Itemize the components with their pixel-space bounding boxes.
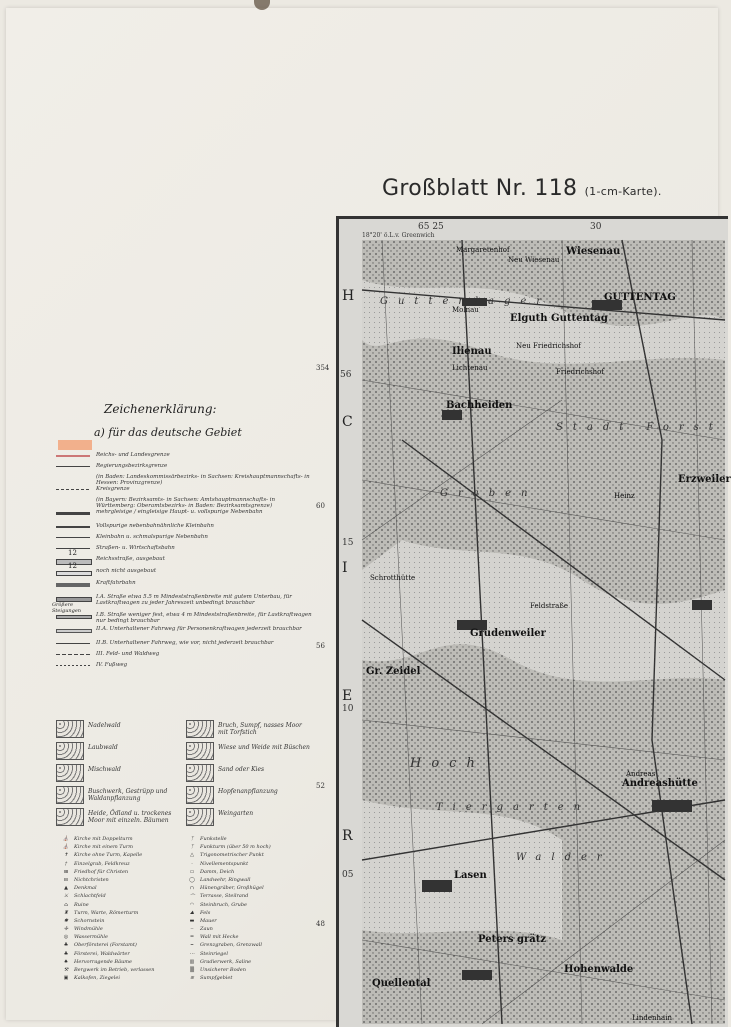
legend-symbol-row: [60, 942, 320, 950]
map-symbol-icon: ◎: [63, 934, 69, 941]
map-symbol-icon: ⚔: [63, 893, 69, 900]
symbol-label: Försterei, Waldwärter: [74, 950, 130, 957]
symbol-label: Wall mit Hecke: [200, 934, 239, 941]
area-label: Graben: [440, 488, 538, 499]
legend-row: Kleinbahn u. schmalspurige Nebenbahn: [56, 534, 312, 545]
sheet-border-letter: C: [342, 414, 353, 430]
legend-symbol-row: [60, 975, 320, 983]
symbol-label: Sumpfgebiet: [200, 975, 233, 982]
map-symbol-icon: ⌒: [189, 894, 195, 901]
sheet-border-letter: H: [342, 288, 355, 304]
grid-greenwich-label: 18°20' ö.L.v. Greenwich: [362, 232, 435, 239]
symbol-label: Kalkofen, Ziegelei: [74, 975, 120, 982]
title-subtitle: (1-cm-Karte).: [584, 185, 662, 198]
legend-row: Kreisgrenze: [56, 486, 312, 497]
map-symbol-icon: ⛰: [189, 909, 195, 916]
map-symbol-icon: ◠: [189, 901, 195, 908]
legend-symbol-row: [60, 869, 320, 877]
symbol-label: Kirche mit Doppelturm: [74, 836, 133, 842]
legend-fill: Hopfenanpflanzung: [186, 784, 316, 806]
legend-symbol-row: [60, 959, 320, 967]
map-symbol-icon: ᛉ: [190, 844, 194, 851]
place-label: Erzweiler: [678, 474, 731, 485]
legend-symbol-row: [60, 951, 320, 959]
legend-symbol-row: [60, 836, 320, 844]
legend-symbol-row: [60, 844, 320, 852]
legend-row: mehrgleisige / eingleisige Haupt- u. vollspurige Nebenbahn: [56, 509, 312, 523]
map-symbol-icon: ⋯: [189, 950, 195, 957]
place-label: Elguth Guttentag: [510, 313, 608, 324]
legend-symbol-row: [60, 893, 320, 901]
legend-line-list: [52, 452, 312, 673]
grid-left-label: 52: [316, 782, 325, 790]
legend-row: Kraftfahrbahn: [56, 580, 312, 594]
symbol-label: Einzelgrab, Feldkreuz: [74, 860, 130, 867]
legend-fill: Mischwald: [56, 762, 186, 784]
symbol-label: Gradierwerk, Saline: [200, 958, 252, 965]
place-label: Gr. Zeidel: [366, 666, 421, 677]
grid-left-label: 15: [342, 538, 354, 548]
map-symbol-icon: ᛉ: [190, 836, 194, 842]
legend-fill: Weingarten: [186, 806, 316, 828]
symbol-label: Ruine: [74, 901, 89, 908]
legend-row: II.B. Unterhaltener Fahrweg, wie vor, nicht jederzeit brauchbar: [56, 640, 312, 651]
symbol-label: Oberförsterei (Forstamt): [74, 942, 137, 949]
grid-left-label: 354: [316, 364, 330, 372]
sheet-title: [382, 176, 662, 201]
symbol-label: Denkmal: [74, 885, 97, 892]
map-symbol-icon: ✝: [63, 852, 69, 859]
legend-row: (in Bayern: Bezirksamts- in Sachsen: Amtshauptmannschafts- in Württemberg: Oberamtsbezirks- in Baden: Bezirksamtsgrenze): [96, 497, 276, 509]
symbol-label: Hervorragende Bäume: [74, 958, 133, 965]
legend-symbol-row: [60, 926, 320, 934]
map-symbol-icon: ┅: [190, 942, 194, 949]
place-label: Peters grätz: [478, 934, 547, 945]
legend-symbol-row: [60, 861, 320, 869]
legend-fill: Heide, Ödland u. trockenes Moor mit einzeln. Bäumen: [56, 806, 186, 828]
map-symbol-icon: ✢: [63, 926, 69, 933]
steep-label: Größere Steigungen: [52, 602, 82, 614]
place-label-small: Andreas: [626, 770, 656, 778]
symbol-label: Kirche ohne Turm, Kapelle: [74, 852, 143, 859]
grid-left-label: 10: [342, 704, 354, 714]
road-number: 12: [68, 549, 77, 557]
symbol-label: Bergwerk im Betrieb, verlassen: [74, 967, 155, 973]
map-symbol-icon: ┄: [190, 926, 194, 933]
legend-row: Regierungsbezirksgrenze: [56, 463, 312, 474]
place-label: Hohenwalde: [564, 964, 634, 975]
map-symbol-icon: ♣: [63, 950, 69, 957]
legend-fill: Bruch, Sumpf, nasses Moor mit Torfstich: [186, 718, 316, 740]
map-symbol-icon: ⊟: [63, 876, 69, 883]
legend-row: I.B. Straße weniger fest, etwa 4 m Mindeststraßenbreite, für Lastkraftwagen nur bedingt brauchbar: [56, 612, 312, 626]
legend-title: Zeichenerklärung:: [104, 402, 217, 416]
legend-symbol-row: [60, 877, 320, 885]
symbol-label: Turm, Warte, Römerturm: [74, 909, 139, 916]
place-label-small: Friedrichshof: [556, 368, 604, 376]
place-label: Grudenweiler: [470, 628, 546, 639]
map-symbol-icon: ·: [191, 860, 193, 867]
map-symbol-icon: ⌂: [64, 901, 68, 908]
map-symbol-icon: ✱: [63, 917, 69, 924]
map-symbol-icon: ♜: [63, 909, 69, 916]
map-symbol-icon: ⛪: [62, 844, 70, 851]
symbol-label: Schornstein: [74, 917, 105, 924]
legend-symbol-row: [60, 885, 320, 893]
map-symbol-icon: ♠: [63, 958, 69, 965]
place-label-small: Lichtenau: [452, 364, 488, 372]
place-label-small: Lindenhain: [632, 1014, 672, 1022]
place-label: GUTTENTAG: [604, 292, 676, 303]
grid-left-label: 56: [316, 642, 325, 650]
map-symbol-icon: ≋: [189, 975, 195, 982]
map-symbol-icon: △: [190, 852, 194, 859]
legend-symbol-row: [60, 918, 320, 926]
place-label: Quellental: [372, 978, 431, 989]
symbol-label: Kirche mit einem Turm: [74, 844, 133, 851]
grid-left-label: 56: [340, 370, 352, 380]
map-symbol-icon: ⛪: [62, 836, 70, 842]
symbol-label: Unsicherer Boden: [200, 967, 246, 973]
area-label: Hoch: [410, 756, 485, 771]
map-symbol-icon: ∩: [189, 885, 195, 892]
grid-top-label: 65 25: [418, 222, 444, 232]
grid-left-label: 05: [342, 870, 354, 880]
symbol-label: Fels: [200, 909, 211, 916]
symbol-label: Steinbruch, Grube: [200, 901, 247, 908]
symbol-label: Zaun: [200, 926, 213, 933]
place-label-small: Feldstraße: [530, 602, 569, 610]
map-symbol-icon: ▲: [64, 885, 68, 892]
place-label-small: Margaretenhof: [456, 246, 510, 254]
legend-symbol-row: [60, 852, 320, 860]
symbol-label: Wassermühle: [74, 934, 108, 941]
legend-fill: Sand oder Kies: [186, 762, 316, 784]
road-number: 12: [68, 562, 77, 570]
legend-row: I.A. Straße etwa 5.5 m Mindeststraßenbreite mit gutem Unterbau, für Lastkraftwagen zu jeder Jahreszeit unbedingt brauchbar Größere Steigungen: [52, 594, 292, 614]
area-label: Tiergarten: [436, 802, 591, 813]
symbol-label: Terrasse, Steilrand: [200, 893, 249, 900]
area-label: Guttenlager: [380, 296, 552, 307]
legend-symbol-list: [60, 836, 320, 983]
symbol-label: Hünengräber, Großhügel: [200, 885, 264, 892]
legend-fill: Laubwald: [56, 740, 186, 762]
symbol-label: Grenzgraben, Grenzwall: [200, 942, 262, 949]
map-symbol-icon: ▥: [189, 958, 195, 965]
symbol-label: Steinriegel: [200, 950, 228, 957]
place-label-small: Molnau: [452, 306, 479, 314]
symbol-label: Windmühle: [74, 926, 103, 933]
place-label-small: Neu Wiesenau: [508, 256, 560, 264]
legend-row: Reichs- und Landesgrenze: [56, 452, 312, 463]
legend-fill: Buschwerk, Gestrüpp und Waldanpflanzung: [56, 784, 186, 806]
title-text: Großblatt Nr. 118: [382, 176, 578, 201]
sheet-border-letter: R: [342, 828, 353, 844]
place-label: Wiesenau: [566, 246, 621, 257]
symbol-label: Friedhof für Christen: [74, 868, 129, 875]
map-symbol-icon: ⊞: [63, 868, 69, 875]
place-label: Andreashütte: [622, 778, 698, 789]
place-label-small: Schrotthütte: [370, 574, 416, 582]
grid-left-label: 60: [316, 502, 325, 510]
legend-row: II.A. Unterhaltener Fahrweg für Personenkraftwagen jederzeit brauchbar: [56, 626, 312, 640]
legend-row: (in Baden: Landeskommissärbezirks- in Sachsen: Kreishauptmannschafts- in Hessen: Provinzgrenze): [96, 474, 310, 486]
legend-row: Reichsstraße, ausgebaut 12: [56, 556, 312, 568]
place-label: Ilienau: [452, 346, 492, 357]
legend-fill: Wiese und Weide mit Büschen: [186, 740, 316, 762]
symbol-label: Funkturm (über 50 m hoch): [200, 844, 271, 851]
map-symbol-icon: ◯: [189, 876, 195, 883]
legend-row: Straßen- u. Wirtschaftsbahn: [56, 545, 312, 556]
symbol-label: Nichtchristen: [74, 876, 109, 883]
grid-top-label: 30: [590, 222, 602, 232]
area-label: Stadt Forst: [556, 422, 723, 433]
sheet-border-letter: E: [342, 688, 353, 704]
map-symbol-icon: ♣: [63, 942, 69, 949]
symbol-label: Trigonometrischer Punkt: [200, 852, 264, 859]
symbol-label: Funkstelle: [200, 836, 227, 842]
symbol-label: Schlachtfeld: [74, 893, 106, 900]
place-label-small: Heinz: [614, 492, 635, 500]
symbol-label: Mauer: [200, 917, 217, 924]
map-symbol-icon: ⚒: [63, 967, 69, 973]
map-symbol-icon: ▒: [190, 967, 194, 973]
symbol-label: Nivellementspunkt: [200, 860, 249, 867]
place-label-small: Neu Friedrichshof: [516, 342, 581, 350]
legend-symbol-row: [60, 902, 320, 910]
map-symbol-icon: †: [64, 860, 68, 867]
border-color-swatch: [58, 440, 92, 450]
legend-row: III. Feld- und Waldweg: [56, 651, 312, 662]
legend-fill: Nadelwald: [56, 718, 186, 740]
place-label: Lasen: [454, 870, 487, 881]
symbol-label: Landwehr, Ringwall: [200, 876, 251, 883]
legend-symbol-row: [60, 967, 320, 975]
legend-row: Vollspurige nebenbahnähnliche Kleinbahn: [56, 523, 312, 534]
map-symbol-icon: ═: [190, 934, 194, 941]
symbol-label: Damm, Deich: [200, 868, 235, 875]
map-symbol-icon: ▣: [63, 975, 69, 982]
legend-symbol-row: [60, 910, 320, 918]
legend-row: noch nicht ausgebaut 12: [56, 568, 312, 580]
area-label: Walder: [516, 852, 612, 863]
sheet-border-letter: I: [342, 560, 348, 576]
legend-subtitle: a) für das deutsche Gebiet: [94, 426, 242, 439]
map-symbol-icon: ▭: [189, 868, 195, 875]
map-symbol-icon: ▬: [189, 917, 195, 924]
place-label: Bachheiden: [446, 400, 513, 411]
grid-left-label: 48: [316, 920, 325, 928]
legend-row: IV. Fußweg: [56, 662, 312, 673]
